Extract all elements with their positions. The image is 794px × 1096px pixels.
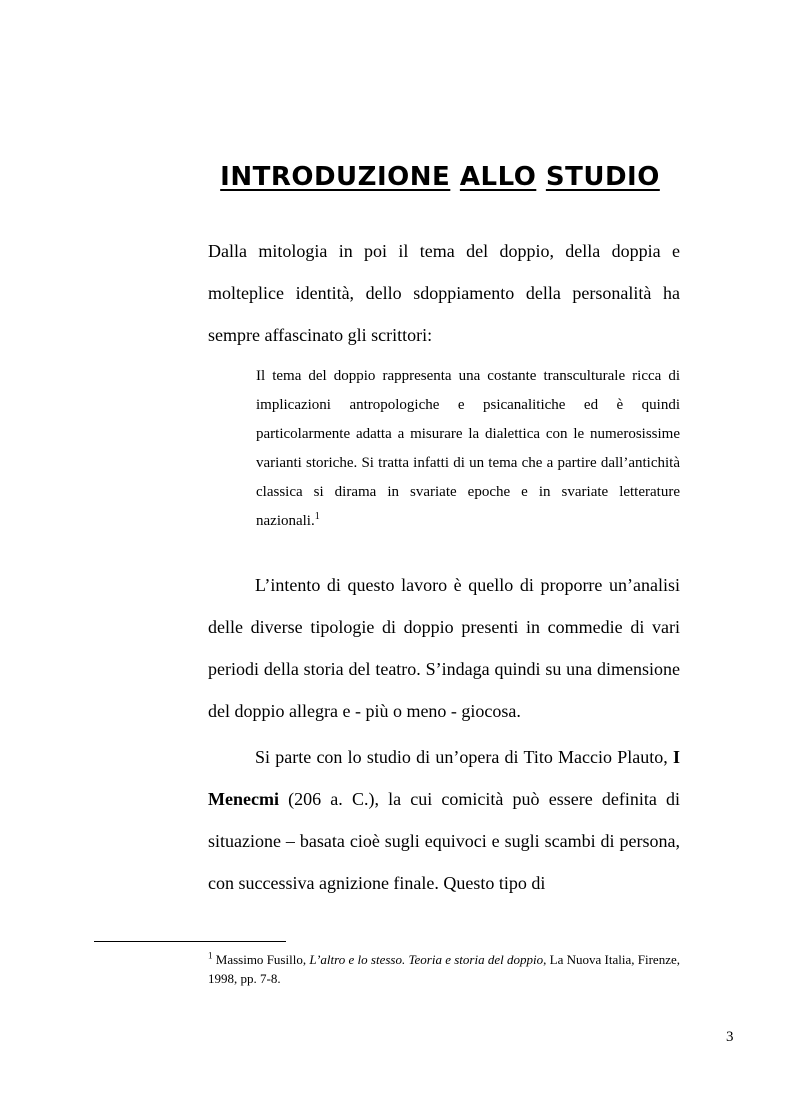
title-word-introduzione: INTRODUZIONE <box>220 162 451 192</box>
page-number: 3 <box>726 1029 734 1045</box>
footnote <box>208 950 680 988</box>
work-title-menecmi: I Menecmi <box>208 747 681 809</box>
paragraph-purpose: L’intento di questo lavoro è quello di proporre un’analisi delle diverse tipologie di doppio presenti in commedie di vari periodi della storia del teatro. S’indaga quindi su una dimensione del doppio allegra e - più o meno - giocosa. <box>208 575 680 721</box>
title-word-allo: ALLO <box>459 162 537 192</box>
footnote-book-title: L’altro e lo stesso. Teoria e storia del doppio <box>309 952 544 967</box>
paragraph-intro: Dalla mitologia in poi il tema del doppio, della doppia e molteplice identità, dello sdoppiamento della personalità ha sempre affascinato gli scrittori: <box>208 241 680 345</box>
paragraph-plautus-intro: Si parte con lo studio di un’opera di Tito Maccio Plauto, <box>255 747 668 767</box>
paragraph-plautus <box>208 736 680 904</box>
footnote-details: , La Nuova Italia, Firenze, 1998, pp. 7-8. <box>208 952 680 986</box>
footnote-author: Massimo Fusillo, <box>212 952 310 967</box>
footnote-divider <box>94 941 286 942</box>
title-word-studio: STUDIO <box>545 162 660 192</box>
chapter-title <box>0 162 794 192</box>
paragraph-plautus-rest: (206 a. C.), la cui comicità può essere definita di situazione – basata cioè sugli equivoci e sugli scambi di persona, con successiva agnizione finale. Questo tipo di <box>208 789 680 893</box>
block-quote <box>256 362 680 536</box>
footnote-reference[interactable]: 1 <box>314 511 320 522</box>
footnote-number: 1 <box>208 950 213 961</box>
quote-text: Il tema del doppio rappresenta una costante transculturale ricca di implicazioni antropologiche e psicanalitiche ed è quindi particolarmente adatta a misurare la dialettica con le numerosissime varianti storiche. Si tratta infatti di un tema che a partire dall’antichità classica si dirama in svariate epoche e in svariate letterature nazionali. <box>256 368 680 529</box>
